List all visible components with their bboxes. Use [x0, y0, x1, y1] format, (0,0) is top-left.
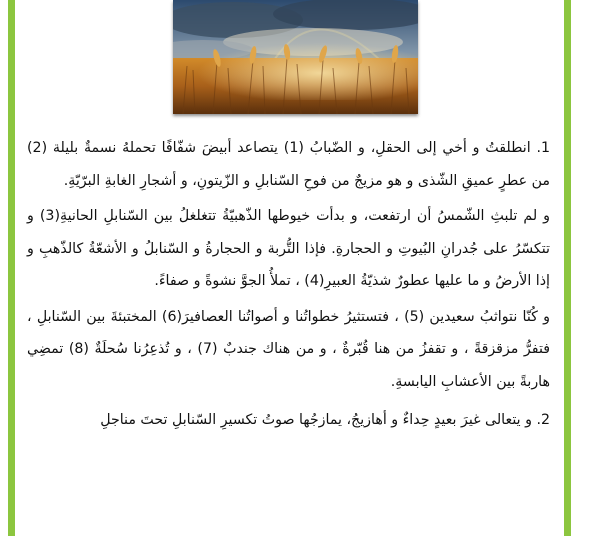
paragraph-1: 1. انطلقتُ و أخي إلى الحقلِ، و الضّبابُ (1) يتصاعد أبيضَ شفّافًا تحملهُ نسمةٌ بليلة (2) من عطرٍ عميقِ الشّذى و هو مزيجٌ من فوحِ السّنابلِ و الزّيتونِ، و أشجارِ الغابةِ البرّيّةِ.: [27, 140, 550, 189]
paragraph-4: 2. و يتعالى غيرَ بعيدٍ حِداءٌ و أهازيجُ، يمازجُها صوتُ تكسيرِ السّنابلِ تحتَ مناجلِ: [100, 412, 550, 428]
document-body: [27, 132, 550, 440]
paragraph-2: و لم تلبثِ الشّمسُ أن ارتفعت، و بدأت خيوطها الذّهبيّةُ تتغلغلُ بين السّنابلِ الحانيةِ(3) و تتكسّرُ على جُدرانِ البُيوتِ و الحجارةِ. فإذا التُّربة و الحجارةُ و السّنابلُ و الأشعّةُ كالذّهبِ و إذا الأرضُ و ما عليها عطورٌ شذيّةُ العبيرِ(4) ، تملأُ الجوَّ نشوةً و صفاءً.: [27, 208, 550, 289]
paragraph-3: و كُنّا نتواثبُ سعيدين (5) ، فتستثيرُ خطواتُنا و أصواتُنا العصافيرَ(6) المختبئةَ بين السّنابلِ ، فتفرُّ مزقزقةً ، و تقفزُ من هنا قُبّرةٌ ، و من هناك جندبٌ (7) ، و تُذعِرُنا سُحلَةٌ (8) تمضِي هاربةً بين الأعشابِ اليابسةِ.: [27, 308, 551, 390]
wheat-field-photo: [173, 0, 418, 114]
wheat-field-image: [173, 0, 418, 114]
